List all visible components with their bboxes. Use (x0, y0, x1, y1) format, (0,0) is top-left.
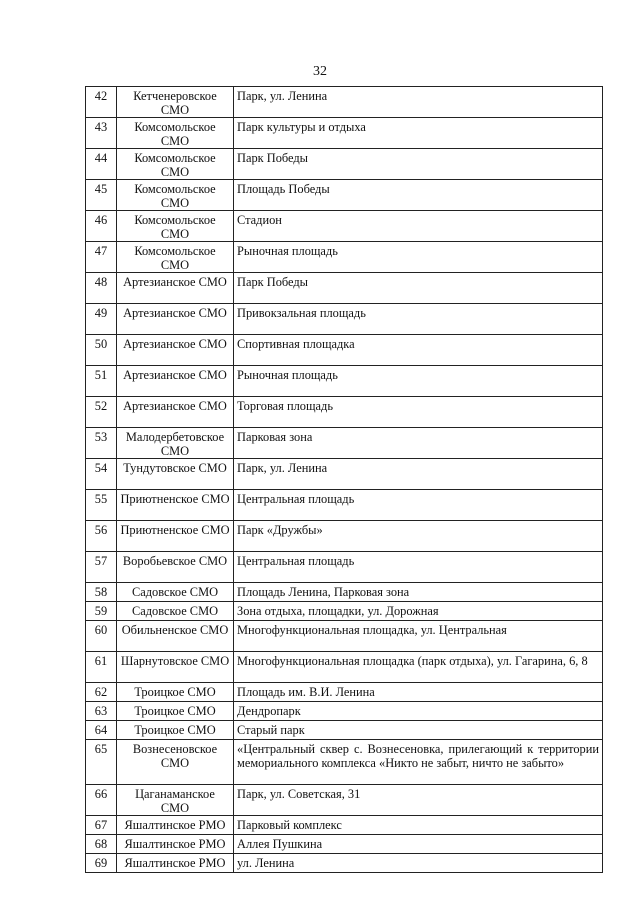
location-cell: Дендропарк (234, 702, 603, 721)
location-cell: Парковая зона (234, 428, 603, 459)
table-row (86, 652, 603, 683)
location-cell: Парк, ул. Советская, 31 (234, 785, 603, 816)
table-row (86, 854, 603, 873)
table-row (86, 273, 603, 304)
municipality-cell: Яшалтинское РМО (117, 816, 234, 835)
table-row (86, 683, 603, 702)
row-number-cell: 67 (86, 816, 117, 835)
municipality-cell: Комсомольское СМО (117, 180, 234, 211)
table-row (86, 552, 603, 583)
location-cell: Парк культуры и отдыха (234, 118, 603, 149)
table-row (86, 621, 603, 652)
municipality-cell: Яшалтинское РМО (117, 854, 234, 873)
table-row (86, 397, 603, 428)
table-row (86, 335, 603, 366)
location-cell: «Центральный сквер с. Вознесеновка, прилегающий к территории мемориального комплекса «Никто не забыт, ничто не забыто» (234, 740, 603, 785)
municipality-cell: Артезианское СМО (117, 366, 234, 397)
row-number-cell: 57 (86, 552, 117, 583)
row-number-cell: 42 (86, 87, 117, 118)
location-cell: Аллея Пушкина (234, 835, 603, 854)
location-cell: Центральная площадь (234, 552, 603, 583)
row-number-cell: 58 (86, 583, 117, 602)
row-number-cell: 62 (86, 683, 117, 702)
row-number-cell: 61 (86, 652, 117, 683)
table-row (86, 459, 603, 490)
location-cell: Спортивная площадка (234, 335, 603, 366)
municipality-cell: Троицкое СМО (117, 721, 234, 740)
location-cell: Торговая площадь (234, 397, 603, 428)
location-cell: Площадь им. В.И. Ленина (234, 683, 603, 702)
table-row (86, 583, 603, 602)
row-number-cell: 47 (86, 242, 117, 273)
row-number-cell: 55 (86, 490, 117, 521)
municipality-cell: Троицкое СМО (117, 702, 234, 721)
table-row (86, 602, 603, 621)
table-row (86, 149, 603, 180)
table-row (86, 785, 603, 816)
row-number-cell: 44 (86, 149, 117, 180)
table-row (86, 180, 603, 211)
row-number-cell: 68 (86, 835, 117, 854)
row-number-cell: 53 (86, 428, 117, 459)
table-row (86, 211, 603, 242)
table-row (86, 242, 603, 273)
municipality-cell: Комсомольское СМО (117, 242, 234, 273)
locations-table (85, 86, 603, 873)
municipality-cell: Комсомольское СМО (117, 118, 234, 149)
location-cell: Стадион (234, 211, 603, 242)
municipality-cell: Яшалтинское РМО (117, 835, 234, 854)
row-number-cell: 46 (86, 211, 117, 242)
row-number-cell: 54 (86, 459, 117, 490)
table-row (86, 304, 603, 335)
table-row (86, 721, 603, 740)
municipality-cell: Тундутовское СМО (117, 459, 234, 490)
row-number-cell: 66 (86, 785, 117, 816)
municipality-cell: Приютненское СМО (117, 490, 234, 521)
municipality-cell: Артезианское СМО (117, 397, 234, 428)
municipality-cell: Вознесеновское СМО (117, 740, 234, 785)
table-row (86, 835, 603, 854)
municipality-cell: Приютненское СМО (117, 521, 234, 552)
row-number-cell: 65 (86, 740, 117, 785)
location-cell: Зона отдыха, площадки, ул. Дорожная (234, 602, 603, 621)
municipality-cell: Комсомольское СМО (117, 211, 234, 242)
row-number-cell: 43 (86, 118, 117, 149)
row-number-cell: 49 (86, 304, 117, 335)
location-cell: Площадь Ленина, Парковая зона (234, 583, 603, 602)
municipality-cell: Артезианское СМО (117, 273, 234, 304)
row-number-cell: 48 (86, 273, 117, 304)
row-number-cell: 59 (86, 602, 117, 621)
row-number-cell: 45 (86, 180, 117, 211)
row-number-cell: 60 (86, 621, 117, 652)
location-cell: Центральная площадь (234, 490, 603, 521)
table-row (86, 118, 603, 149)
table-body (86, 87, 603, 873)
table-row (86, 87, 603, 118)
table-row (86, 428, 603, 459)
municipality-cell: Троицкое СМО (117, 683, 234, 702)
location-cell: Многофункциональная площадка (парк отдыха), ул. Гагарина, 6, 8 (234, 652, 603, 683)
location-cell: Парк Победы (234, 149, 603, 180)
location-cell: Парк «Дружбы» (234, 521, 603, 552)
municipality-cell: Садовское СМО (117, 583, 234, 602)
municipality-cell: Цаганаманское СМО (117, 785, 234, 816)
table-row (86, 702, 603, 721)
municipality-cell: Артезианское СМО (117, 335, 234, 366)
page-number: 32 (313, 64, 327, 79)
municipality-cell: Садовское СМО (117, 602, 234, 621)
row-number-cell: 63 (86, 702, 117, 721)
location-cell: Площадь Победы (234, 180, 603, 211)
location-cell: Парк, ул. Ленина (234, 459, 603, 490)
municipality-cell: Кетченеровское СМО (117, 87, 234, 118)
municipality-cell: Артезианское СМО (117, 304, 234, 335)
table-row (86, 521, 603, 552)
municipality-cell: Комсомольское СМО (117, 149, 234, 180)
municipality-cell: Шарнутовское СМО (117, 652, 234, 683)
row-number-cell: 50 (86, 335, 117, 366)
table-row (86, 816, 603, 835)
location-cell: Парковый комплекс (234, 816, 603, 835)
location-cell: Старый парк (234, 721, 603, 740)
location-cell: Привокзальная площадь (234, 304, 603, 335)
table-row (86, 366, 603, 397)
municipality-cell: Воробьевское СМО (117, 552, 234, 583)
row-number-cell: 56 (86, 521, 117, 552)
location-cell: Парк Победы (234, 273, 603, 304)
municipality-cell: Обильненское СМО (117, 621, 234, 652)
row-number-cell: 52 (86, 397, 117, 428)
row-number-cell: 51 (86, 366, 117, 397)
location-cell: Многофункциональная площадка, ул. Центральная (234, 621, 603, 652)
location-cell: Рыночная площадь (234, 242, 603, 273)
municipality-cell: Малодербетовское СМО (117, 428, 234, 459)
location-cell: Рыночная площадь (234, 366, 603, 397)
row-number-cell: 69 (86, 854, 117, 873)
row-number-cell: 64 (86, 721, 117, 740)
location-cell: ул. Ленина (234, 854, 603, 873)
table-row (86, 740, 603, 785)
location-cell: Парк, ул. Ленина (234, 87, 603, 118)
table-row (86, 490, 603, 521)
